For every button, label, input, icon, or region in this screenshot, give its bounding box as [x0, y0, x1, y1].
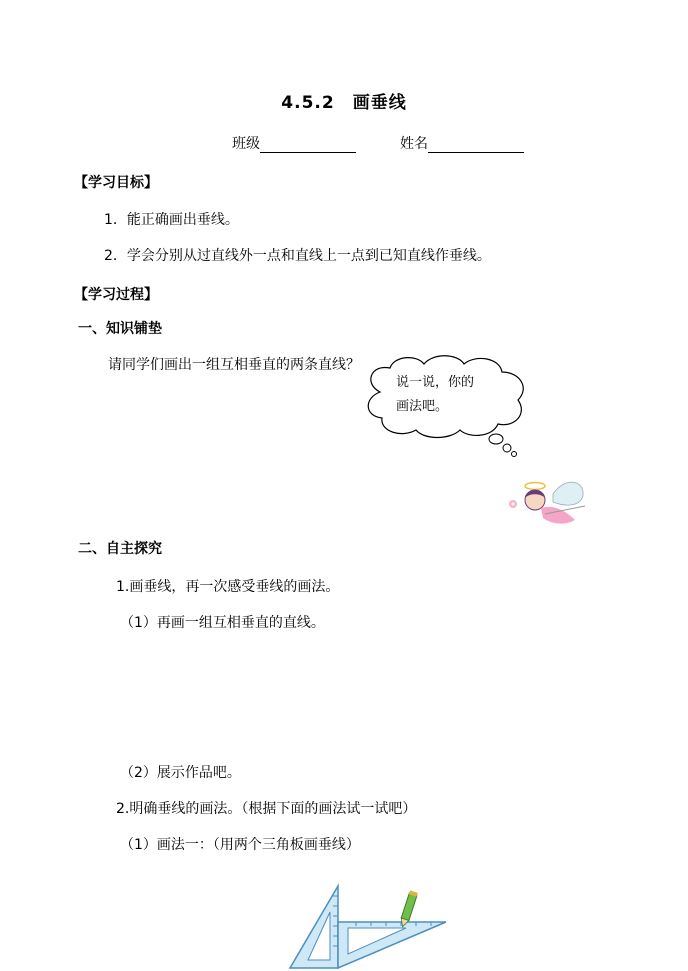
- section2-item-1: 1.画垂线，再一次感受垂线的画法。: [116, 579, 340, 595]
- process-heading: 【学习过程】: [74, 287, 158, 303]
- section2-heading: 二、自主探究: [78, 541, 162, 557]
- class-blank-line: [260, 136, 356, 153]
- class-label: 班级: [232, 136, 260, 152]
- section2-item-2: 2.明确垂线的画法。（根据下面的画法试一试吧）: [116, 801, 417, 817]
- goals-heading: 【学习目标】: [74, 175, 158, 191]
- section1-heading: 一、知识铺垫: [78, 321, 162, 337]
- name-field: [400, 133, 524, 153]
- set-squares-icon: [286, 882, 456, 971]
- section2-sub-1: （1）再画一组互相垂直的直线。: [120, 615, 325, 631]
- name-blank-line: [428, 136, 524, 153]
- bubble-line-1: 说一说，你的: [396, 375, 475, 390]
- section2-sub-2: （2）展示作品吧。: [120, 765, 241, 781]
- name-label: 姓名: [400, 136, 428, 152]
- goal-item-1: 1．能正确画出垂线。: [104, 212, 239, 228]
- bubble-line-2: 画法吧。: [396, 399, 449, 414]
- angel-cartoon-icon: [505, 476, 590, 538]
- goal-item-2: 2．学会分别从过直线外一点和直线上一点到已知直线作垂线。: [104, 248, 491, 264]
- section1-prompt: 请同学们画出一组互相垂直的两条直线？: [108, 357, 360, 373]
- page-title: 4.5.2 画垂线: [281, 93, 407, 113]
- class-field: [232, 133, 356, 153]
- section2-method-1: （1）画法一：（用两个三角板画垂线）: [120, 837, 360, 853]
